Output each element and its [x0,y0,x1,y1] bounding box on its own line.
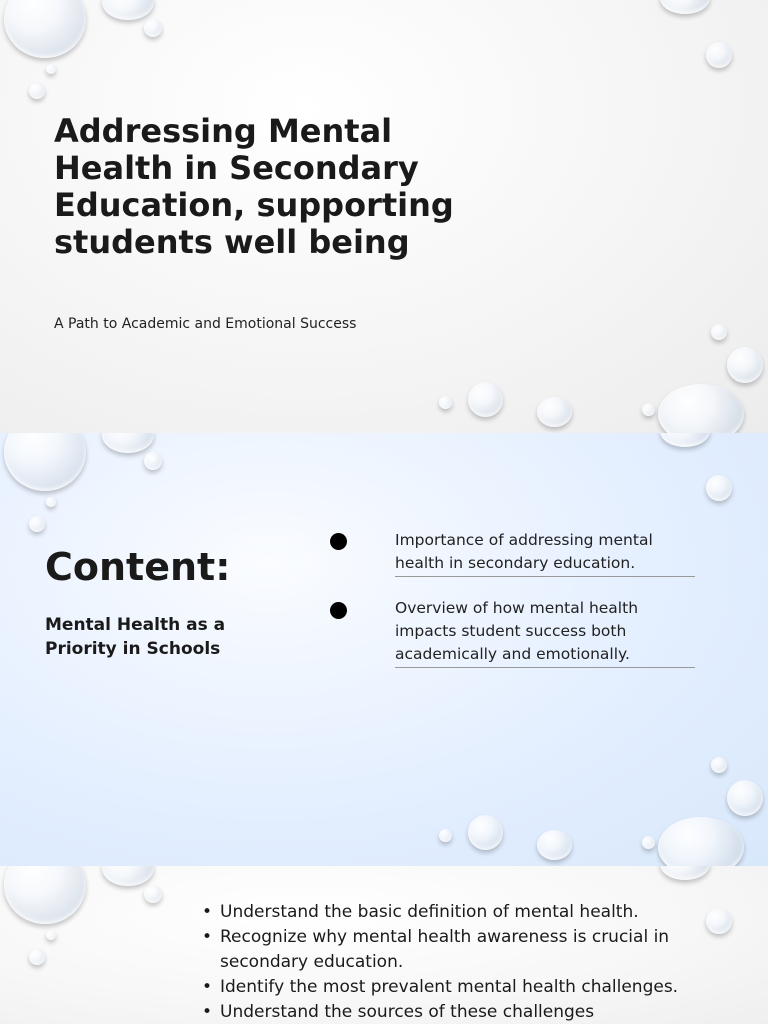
water-drop-decoration [658,384,744,433]
water-drop-decoration [46,497,56,507]
water-drop-decoration [46,930,56,940]
water-drop-decoration [4,866,86,924]
content-slide [0,433,768,866]
bullet-dot-icon [330,602,347,619]
water-drop-decoration [642,403,655,416]
water-drop-decoration [537,397,572,427]
water-drop-decoration [29,83,45,99]
water-drop-decoration [144,19,162,37]
title-slide [0,0,768,433]
water-drop-decoration [144,885,162,903]
water-drop-decoration [29,949,45,965]
water-drop-decoration [660,866,710,880]
list-item: • Understand the basic definition of mental health. [202,900,742,925]
water-drop-decoration [658,817,744,866]
list-item: • Understand the sources of these challenges [202,1000,742,1024]
list-item: • Recognize why mental health awareness is crucial in secondary education. [202,925,742,975]
water-drop-decoration [102,0,154,20]
water-drop-decoration [468,815,503,850]
content-bullet: Importance of addressing mental health in secondary education. [395,529,695,577]
water-drop-decoration [706,475,732,501]
water-drop-decoration [660,0,710,14]
content-subheading: Mental Health as a Priority in Schools [45,615,226,659]
water-drop-decoration [706,42,732,68]
water-drop-decoration [711,324,727,340]
list-item: • Identify the most prevalent mental health challenges. [202,975,742,1000]
content-bullet: Overview of how mental health impacts student success both academically and emotionally. [395,597,695,668]
water-drop-decoration [439,829,452,842]
bullet-dot-icon [330,533,347,550]
water-drop-decoration [660,433,710,447]
water-drop-decoration [711,757,727,773]
water-drop-decoration [537,830,572,860]
content-heading: Content: [45,545,231,589]
water-drop-decoration [727,347,763,383]
water-drop-decoration [4,0,86,58]
water-drop-decoration [439,396,452,409]
presentation-title: Addressing Mental Health in Secondary Education, supporting students well being [54,112,454,261]
water-drop-decoration [102,866,154,886]
water-drop-decoration [4,433,86,491]
water-drop-decoration [144,452,162,470]
water-drop-decoration [727,780,763,816]
water-drop-decoration [46,64,56,74]
water-drop-decoration [29,516,45,532]
objectives-list [202,900,742,1024]
water-drop-decoration [642,836,655,849]
presentation-subtitle: A Path to Academic and Emotional Success [54,316,357,332]
water-drop-decoration [468,382,503,417]
water-drop-decoration [102,433,154,453]
objectives-slide [0,866,768,1024]
